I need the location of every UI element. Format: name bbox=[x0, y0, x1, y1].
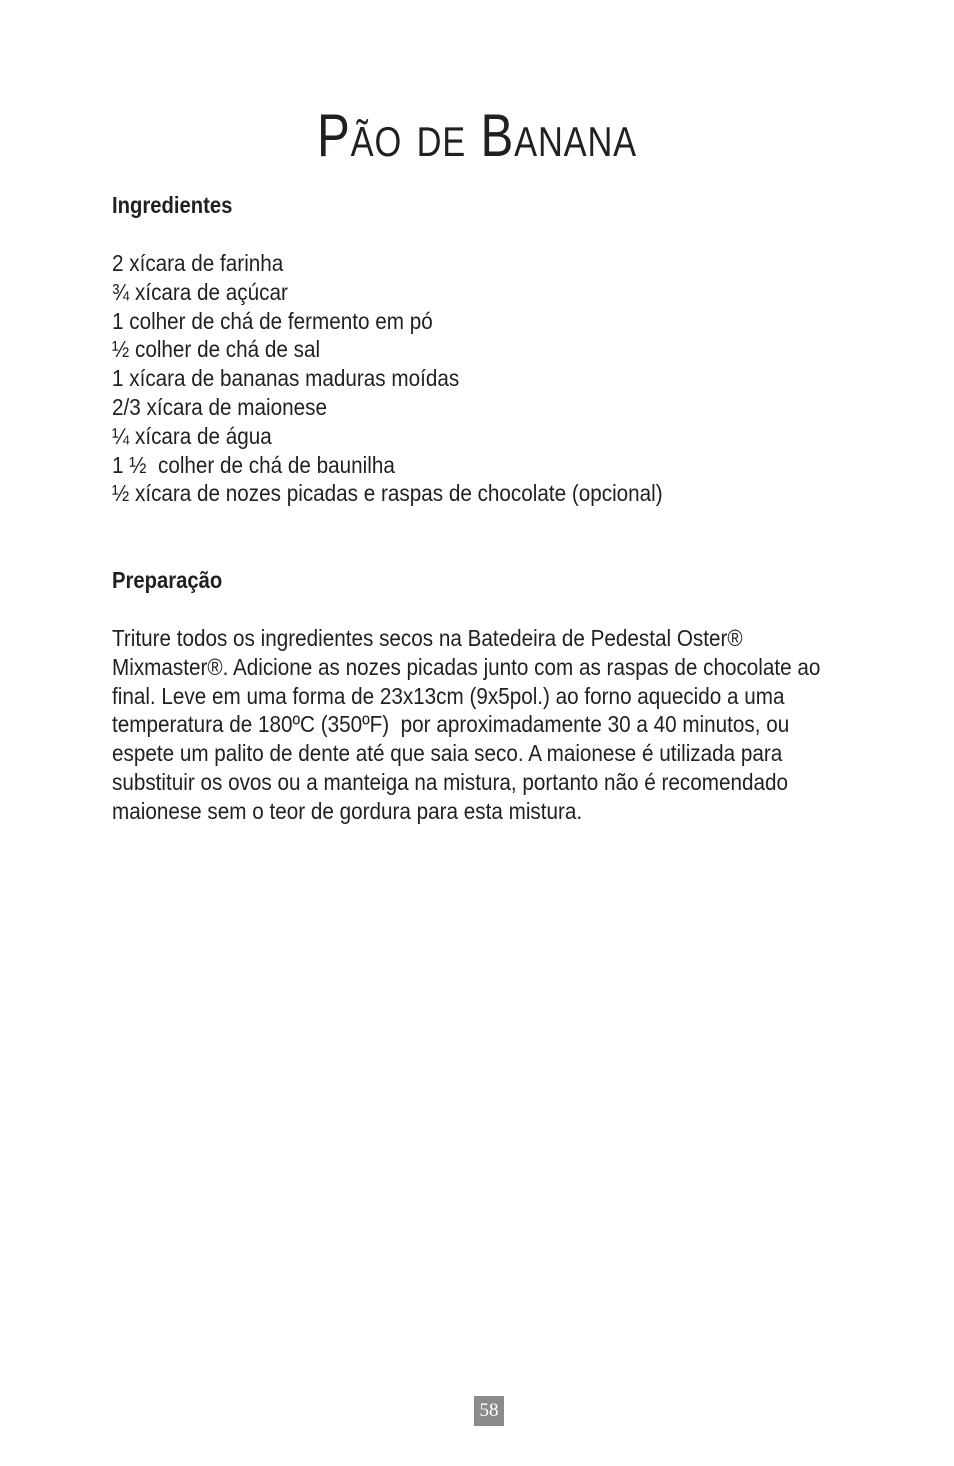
ingredient-item: 2 xícara de farinha bbox=[112, 250, 284, 276]
preparation-line: Triture todos os ingredientes secos na Batedeira de Pedestal Oster® bbox=[112, 625, 743, 651]
preparation-line: maionese sem o teor de gordura para esta mistura. bbox=[112, 797, 583, 824]
page-number: 58 bbox=[474, 1396, 504, 1426]
ingredient-item: ½ xícara de nozes picadas e raspas de chocolate (opcional) bbox=[112, 480, 663, 507]
preparation-text bbox=[112, 624, 917, 826]
ingredient-item: 2/3 xícara de maionese bbox=[112, 393, 327, 420]
ingredient-item: ¼ xícara de água bbox=[112, 422, 272, 449]
ingredients-heading: Ingredientes bbox=[112, 192, 233, 218]
preparation-line: final. Leve em uma forma de 23x13cm (9x5pol.) ao forno aquecido a uma bbox=[112, 682, 785, 709]
preparation-line: espete um palito de dente até que saia seco. A maionese é utilizada para bbox=[112, 740, 783, 767]
preparation-line: Mixmaster®. Adicione as nozes picadas junto com as raspas de chocolate ao bbox=[112, 653, 821, 680]
ingredient-item: 1 ½ colher de chá de baunilha bbox=[112, 451, 395, 478]
preparation-line: substituir os ovos ou a manteiga na mistura, portanto não é recomendado bbox=[112, 768, 788, 795]
ingredient-item: 1 xícara de bananas maduras moídas bbox=[112, 365, 460, 392]
ingredient-list bbox=[112, 249, 872, 508]
ingredient-item: ½ colher de chá de sal bbox=[112, 336, 321, 363]
preparation-heading: Preparação bbox=[112, 567, 223, 593]
page-title: Pão de Banana bbox=[317, 102, 637, 169]
ingredient-item: ¾ xícara de açúcar bbox=[112, 278, 288, 305]
ingredient-item: 1 colher de chá de fermento em pó bbox=[112, 307, 433, 334]
preparation-line: temperatura de 180ºC (350ºF) por aproximadamente 30 a 40 minutos, ou bbox=[112, 711, 790, 738]
